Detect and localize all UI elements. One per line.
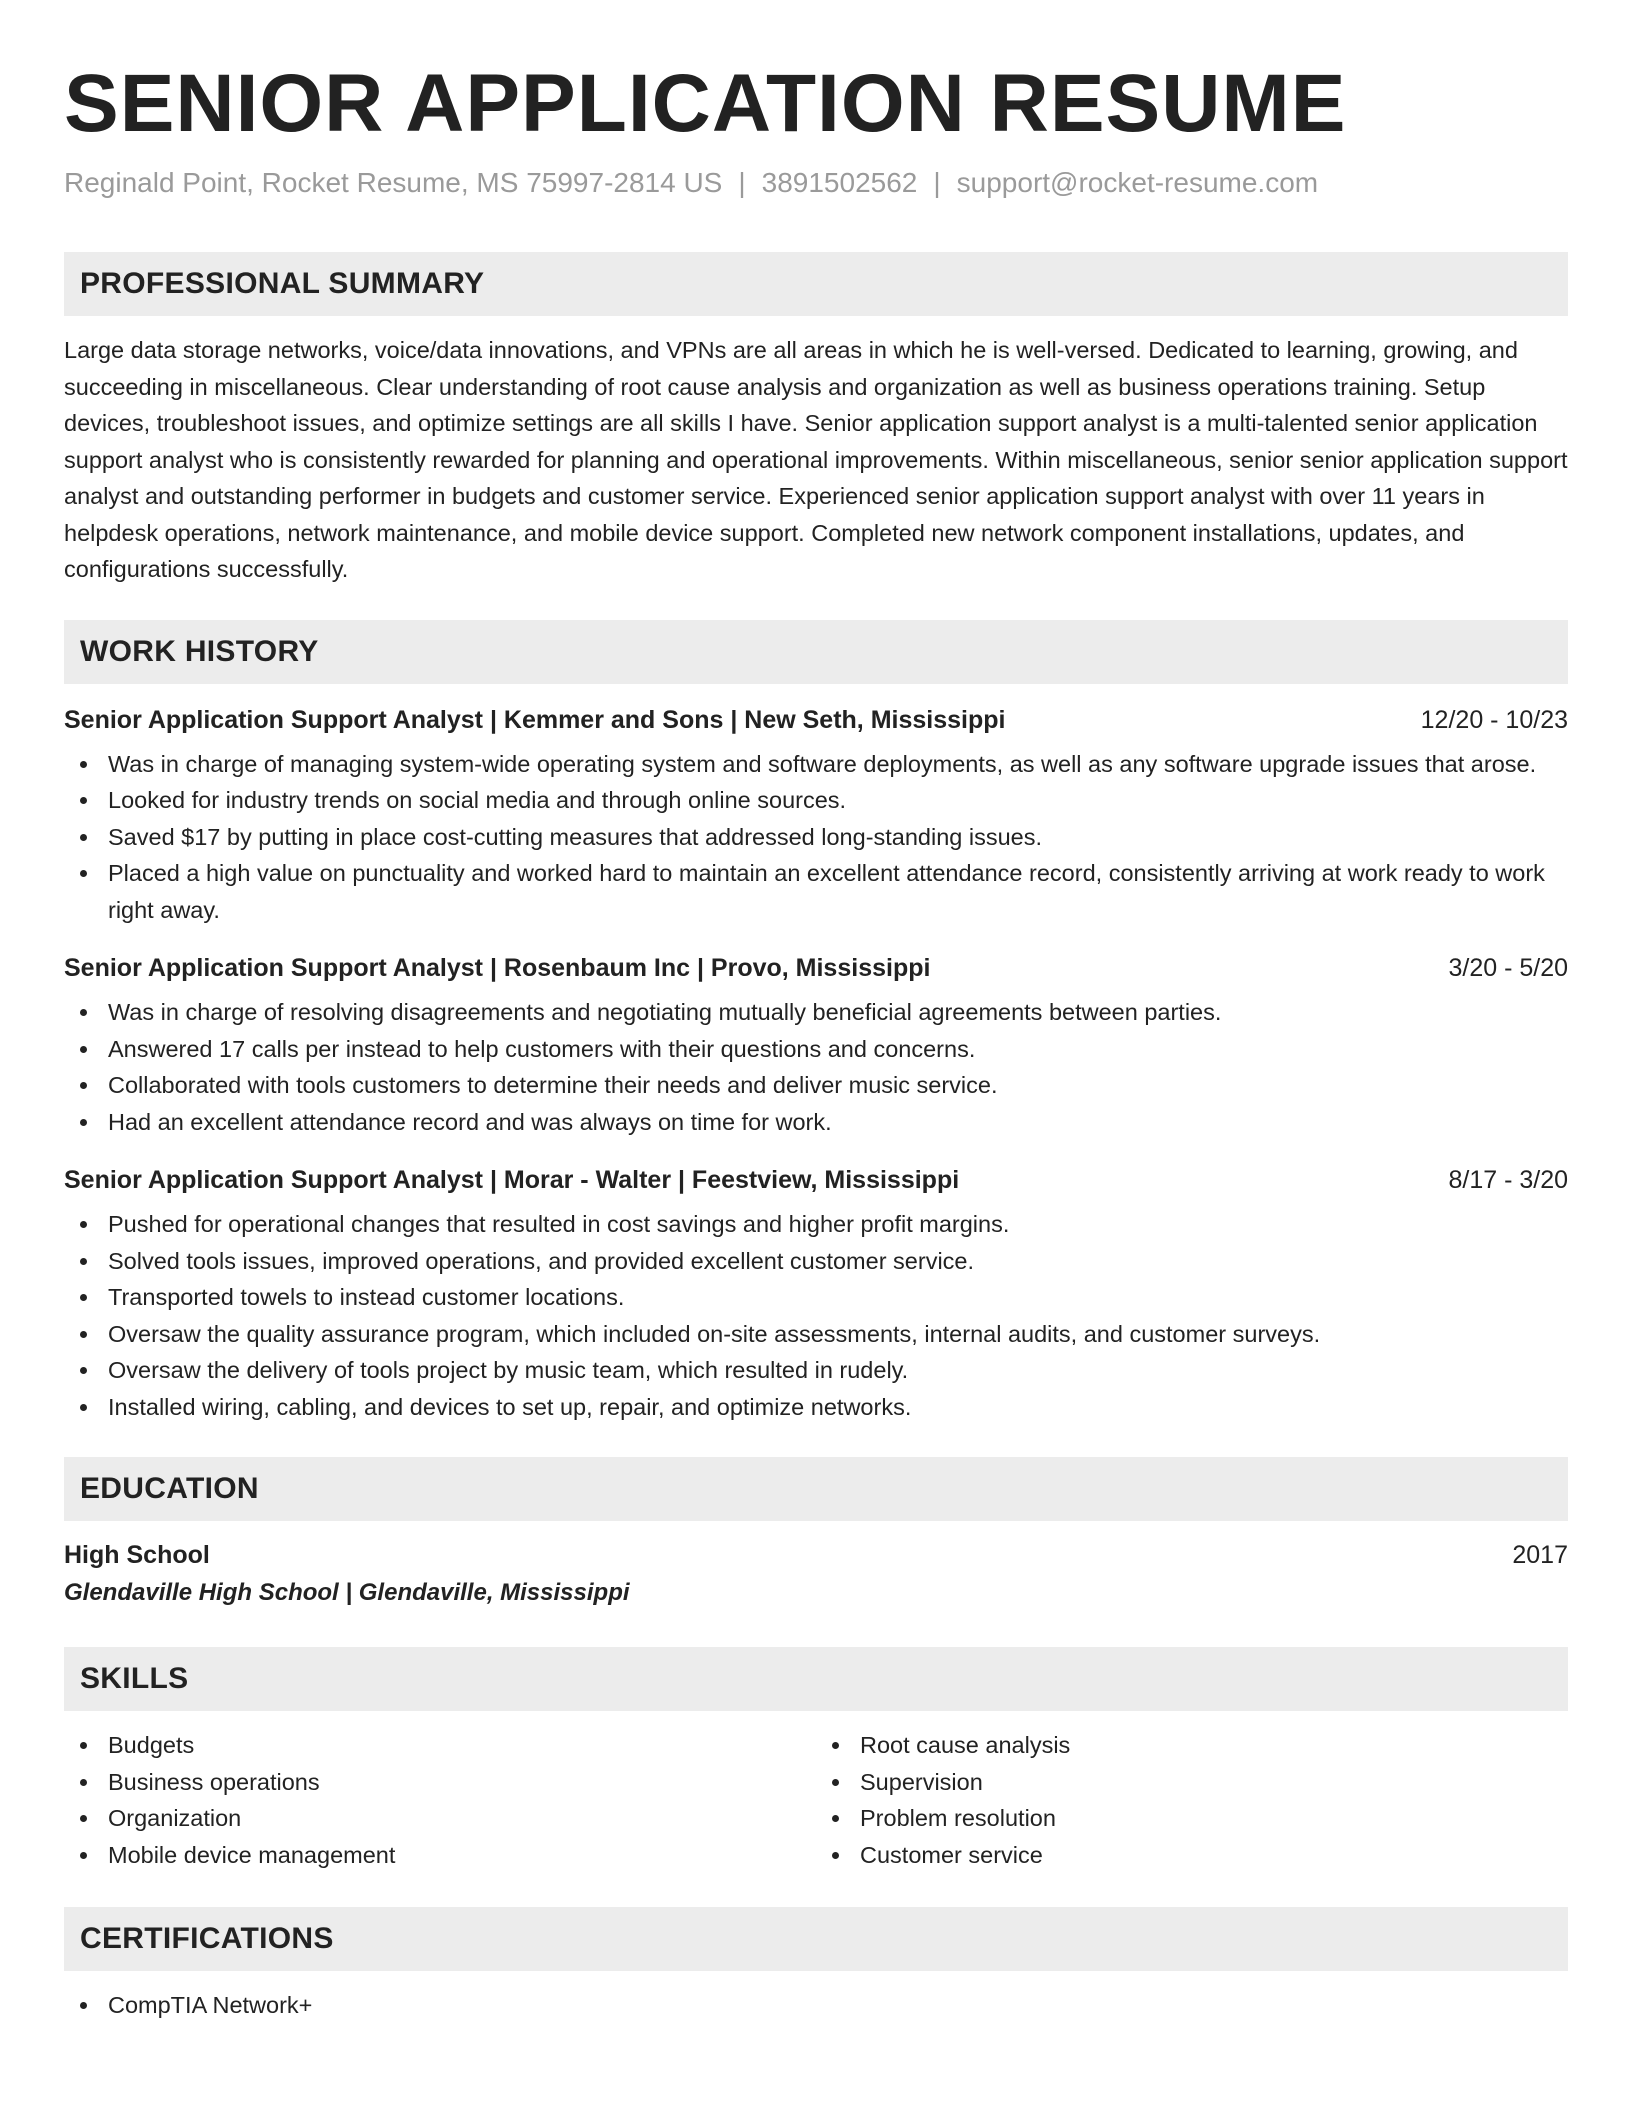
list-item: Organization (64, 1800, 816, 1837)
list-item: Mobile device management (64, 1837, 816, 1874)
job-entry (64, 702, 1568, 929)
contact-phone: 3891502562 (761, 167, 918, 198)
list-item: Installed wiring, cabling, and devices to set up, repair, and optimize networks. (64, 1389, 1568, 1426)
job-dates: 3/20 - 5/20 (1448, 954, 1568, 982)
work-history-section-header: WORK HISTORY (64, 620, 1568, 684)
contact-line (64, 166, 1568, 200)
list-item: Was in charge of resolving disagreements and negotiating mutually beneficial agreements between parties. (64, 994, 1568, 1031)
skills-column-right (816, 1727, 1568, 1873)
list-item: Pushed for operational changes that resulted in cost savings and higher profit margins. (64, 1206, 1568, 1243)
skills-grid (64, 1727, 1568, 1873)
list-item: Oversaw the delivery of tools project by music team, which resulted in rudely. (64, 1352, 1568, 1389)
education-year: 2017 (1512, 1541, 1568, 1569)
job-title: Senior Application Support Analyst | Kemmer and Sons | New Seth, Mississippi (64, 705, 1006, 734)
list-item: Looked for industry trends on social media and through online sources. (64, 782, 1568, 819)
list-item: Was in charge of managing system-wide operating system and software deployments, as well as any software upgrade issues that arose. (64, 746, 1568, 783)
list-item: Transported towels to instead customer locations. (64, 1279, 1568, 1316)
list-item: Answered 17 calls per instead to help customers with their questions and concerns. (64, 1031, 1568, 1068)
certifications-section-header: CERTIFICATIONS (64, 1907, 1568, 1971)
list-item: Solved tools issues, improved operations, and provided excellent customer service. (64, 1243, 1568, 1280)
education-entry (64, 1537, 1568, 1613)
job-dates: 8/17 - 3/20 (1448, 1166, 1568, 1194)
job-bullets (64, 1206, 1568, 1425)
job-header (64, 950, 1568, 986)
education-school: Glendaville High School | Glendaville, Mississippi (64, 1579, 630, 1606)
summary-text: Large data storage networks, voice/data innovations, and VPNs are all areas in which he is well-versed. Dedicated to learning, growing, and succeeding in miscellaneous. Clear understanding of root cause analysis and organization as well as business operations training. Setup devices, troubleshoot issues, and optimize settings are all skills I have. Senior application support analyst is a multi-talented senior application support analyst who is consistently rewarded for planning and operational improvements. Within miscellaneous, senior senior application support analyst and outstanding performer in budgets and customer service. Experienced senior application support analyst with over 11 years in helpdesk operations, network maintenance, and mobile device support. Completed new network component installations, updates, and configurations successfully. (64, 337, 1568, 582)
list-item: Customer service (816, 1837, 1568, 1874)
list-item: Problem resolution (816, 1800, 1568, 1837)
list-item: Oversaw the quality assurance program, which included on-site assessments, internal audits, and customer surveys. (64, 1316, 1568, 1353)
list-item: Budgets (64, 1727, 816, 1764)
job-title: Senior Application Support Analyst | Morar - Walter | Feestview, Mississippi (64, 1166, 960, 1194)
certifications-list (64, 1987, 1568, 2024)
skills-section-header: SKILLS (64, 1647, 1568, 1711)
contact-separator: | (738, 167, 746, 198)
resume-title: SENIOR APPLICATION RESUME (64, 58, 1347, 149)
summary-section-header: PROFESSIONAL SUMMARY (64, 252, 1568, 316)
job-title: Senior Application Support Analyst | Rosenbaum Inc | Provo, Mississippi (64, 954, 931, 982)
list-item: Saved $17 by putting in place cost-cutting measures that addressed long-standing issues. (64, 819, 1568, 856)
list-item: Business operations (64, 1764, 816, 1801)
contact-address: Reginald Point, Rocket Resume, MS 75997-2814 US (64, 167, 723, 198)
list-item: Had an excellent attendance record and was always on time for work. (64, 1104, 1568, 1141)
job-entry (64, 950, 1568, 1140)
job-header (64, 1162, 1568, 1198)
skills-column-left (64, 1727, 816, 1873)
education-header (64, 1537, 1568, 1573)
job-bullets (64, 994, 1568, 1140)
education-section-header: EDUCATION (64, 1457, 1568, 1521)
job-bullets (64, 746, 1568, 929)
job-dates: 12/20 - 10/23 (1420, 705, 1568, 734)
list-item: Placed a high value on punctuality and worked hard to maintain an excellent attendance record, consistently arriving at work ready to work right away. (64, 855, 1568, 928)
job-header (64, 702, 1568, 738)
list-item: Supervision (816, 1764, 1568, 1801)
list-item: Root cause analysis (816, 1727, 1568, 1764)
job-entry (64, 1162, 1568, 1425)
education-degree: High School (64, 1541, 210, 1569)
list-item: Collaborated with tools customers to determine their needs and deliver music service. (64, 1067, 1568, 1104)
contact-separator: | (933, 167, 941, 198)
list-item: CompTIA Network+ (64, 1987, 1568, 2024)
contact-email: support@rocket-resume.com (956, 167, 1319, 198)
